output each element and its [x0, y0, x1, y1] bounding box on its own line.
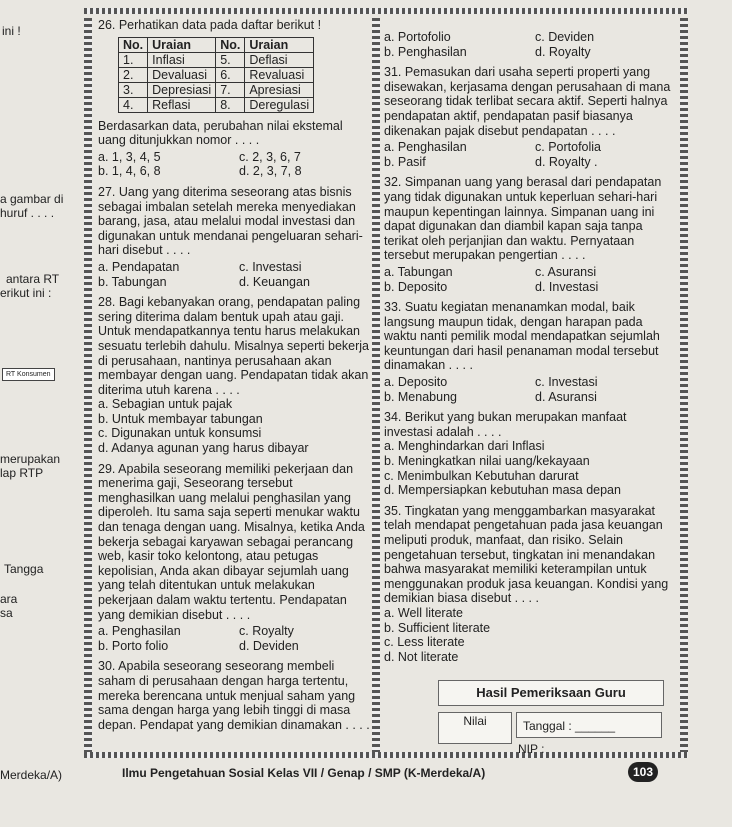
question-text: 35. Tingkatan yang menggambarkan masyarakat telah mendapat pengetahuan pada jasa keuangan meliputi produk, manfaat, dan risiko. Selain pengetahuan tersebut, tingkatan ini menandakan bahwa masyarakat memiliki keterampilan untuk menggunakan produk jasa keuangan. Kondisi yang demikian biasa disebut . . . . [384, 503, 669, 606]
middle-column [98, 18, 370, 738]
table-cell: Reflasi [148, 97, 216, 112]
table-cell: 1. [119, 52, 148, 67]
answer-option[interactable]: d. Royalty [535, 44, 591, 59]
answer-option[interactable]: d. Deviden [239, 638, 299, 653]
table-header: Uraian [245, 37, 314, 52]
answer-option[interactable]: a. Sebagian untuk pajak [98, 397, 233, 412]
answer-option[interactable]: c. Asuransi [535, 264, 597, 279]
table-header: Uraian [148, 37, 216, 52]
question-text: 34. Berikut yang bukan merupakan manfaat investasi adalah . . . . [384, 410, 627, 439]
table-cell: Inflasi [148, 52, 216, 67]
answer-option[interactable]: d. Asuransi [535, 389, 597, 404]
table-cell: 3. [119, 82, 148, 97]
answer-option[interactable]: d. Mempersiapkan kebutuhan masa depan [384, 483, 621, 498]
answer-option[interactable]: a. Well literate [384, 605, 463, 620]
answer-option[interactable]: a. Portofolio [384, 30, 451, 44]
answer-option[interactable]: a. Penghasilan [98, 624, 181, 639]
question-28 [98, 295, 370, 456]
question-30 [98, 659, 370, 732]
answer-option[interactable]: a. Tabungan [384, 264, 453, 279]
question-text: 28. Bagi kebanyakan orang, pendapatan paling sering diterima dalam bentuk upah atau gaji. Untuk mendapatkannya tentu harus melakukan sesuatu terlebih dahulu. Misalnya seperti bekerja di perusahaan, nantinya perusahaan akan membayar dengan uang. Pendapatan tidak akan diterima utuh karena . . . . [98, 295, 369, 397]
answer-option[interactable]: d. Keuangan [239, 274, 310, 289]
left-fragment: antara RT [6, 272, 60, 286]
question-29 [98, 462, 370, 654]
answer-option[interactable]: c. 2, 3, 6, 7 [239, 149, 301, 164]
table-cell: Deregulasi [245, 97, 314, 112]
left-fragment: lap RTP [0, 466, 44, 480]
binding-strip-right [680, 18, 688, 758]
answer-option[interactable]: d. Royalty . [535, 154, 598, 169]
left-fragment: Merdeka/A) [0, 768, 63, 782]
question-text: 31. Pemasukan dari usaha seperti properti yang disewakan, kerjasama dengan perusahaan di mana seseorang tidak terlibat secara aktif. Seperti halnya pendapatan aktif, pendapatan pasif biasanya dikenakan pajak disebut pendapatan . . . . [384, 65, 671, 138]
table-cell: 4. [119, 97, 148, 112]
answer-option[interactable]: b. Untuk membayar tabungan [98, 411, 263, 426]
table-cell: Apresiasi [245, 82, 314, 97]
answer-option[interactable]: a. Penghasilan [384, 140, 467, 155]
left-fragment: Tangga [4, 562, 44, 576]
date-label: Tanggal : ______ [523, 719, 616, 733]
question-27 [98, 185, 370, 289]
question-30-options [384, 30, 676, 59]
question-text: 32. Simpanan uang yang berasal dari pendapatan yang tidak digunakan untuk keperluan sehari-hari maupun kepentingan lainnya. Simpanan uang ini dapat digunakan dan diambil kapan saja tanpa terikat oleh perjanjian dan waktu. Pernyataan tersebut merupakan pengertian . . . . [384, 175, 662, 263]
table-cell: Depresiasi [148, 82, 216, 97]
answer-option[interactable]: a. 1, 3, 4, 5 [98, 149, 161, 164]
table-cell: 2. [119, 67, 148, 82]
left-fragment: a gambar di [0, 192, 64, 206]
answer-option[interactable]: d. Not literate [384, 649, 459, 664]
table-cell: 8. [216, 97, 245, 112]
answer-option[interactable]: b. Tabungan [98, 274, 167, 289]
answer-option[interactable]: c. Investasi [535, 375, 598, 390]
question-34 [384, 410, 676, 498]
answer-option[interactable]: c. Digunakan untuk konsumsi [98, 426, 262, 441]
table-row [119, 67, 314, 82]
question-text: 29. Apabila seseorang memiliki pekerjaan dan menerima gaji, Seseorang tersebut menghasilkan uang melalui penghasilan yang diperoleh. Itu sama saja seperti menukar waktu dan tenaga dengan uang. Misalnya, ketika Anda bekerja sebagai karyawan sebagai perancang web, kasir toko kelontong, atau petugas kepolisian, Anda akan dibayar sejumlah uang yang telah ditentukan untuk melakukan pekerjaan dalam waktu tertentu. Pendapatan yang demikian disebut . . . . [98, 461, 365, 622]
question-26 [98, 18, 370, 179]
table-cell: Devaluasi [148, 67, 216, 82]
answer-option[interactable]: b. 1, 4, 6, 8 [98, 164, 161, 179]
binding-strip-top [84, 8, 688, 14]
score-label: Nilai [463, 714, 487, 728]
left-fragment: erikut ini : [0, 286, 52, 300]
answer-option[interactable]: d. 2, 3, 7, 8 [239, 164, 302, 179]
answer-option[interactable]: c. Investasi [239, 259, 302, 274]
binding-strip-middle [372, 18, 380, 758]
question-text: 27. Uang yang diterima seseorang atas bisnis sebagai imbalan setelah mereka menyediakan barang, jasa, atau melalui modal investasi dan digunakan untuk mendanai pengeluaran sehari-hari disebut . . . . [98, 184, 363, 258]
score-box[interactable] [438, 712, 512, 744]
left-fragment: ini ! [2, 24, 21, 38]
question-text: Berdasarkan data, perubahan nilai ekstemal uang ditunjukkan nomor . . . . [98, 118, 343, 148]
left-fragment: sa [0, 606, 13, 620]
table-row [119, 97, 314, 112]
question-33 [384, 300, 676, 404]
footer-text: Ilmu Pengetahuan Sosial Kelas VII / Genap / SMP (K-Merdeka/A) [122, 766, 486, 780]
table-cell: Revaluasi [245, 67, 314, 82]
question-31 [384, 65, 676, 169]
answer-option[interactable]: b. Meningkatkan nilai uang/kekayaan [384, 454, 590, 469]
table-header: No. [119, 37, 148, 52]
binding-strip-left [84, 18, 92, 758]
binding-strip-bottom [84, 752, 688, 758]
circular-flow-diagram-fragment [2, 368, 55, 381]
table-cell: Deflasi [245, 52, 314, 67]
table-row [119, 82, 314, 97]
table-cell: 5. [216, 52, 245, 67]
question-32 [384, 175, 676, 294]
answer-option[interactable]: a. Deposito [384, 375, 448, 390]
answer-option[interactable]: b. Sufficient literate [384, 620, 491, 635]
answer-option[interactable]: b. Penghasilan [384, 44, 467, 59]
date-field[interactable] [516, 712, 662, 738]
answer-option[interactable]: b. Deposito [384, 279, 448, 294]
nip-label: NIP : [518, 742, 545, 756]
table-cell: 7. [216, 82, 245, 97]
answer-option[interactable]: d. Investasi [535, 279, 599, 294]
data-table [118, 37, 314, 113]
left-fragment: huruf . . . . [0, 206, 55, 220]
answer-option[interactable]: c. Royalty [239, 624, 294, 639]
question-text: 26. Perhatikan data pada daftar berikut ! [98, 18, 322, 32]
table-header: No. [216, 37, 245, 52]
left-fragment: ara [0, 592, 18, 606]
table-cell: 6. [216, 67, 245, 82]
answer-option[interactable]: b. Pasif [384, 154, 426, 169]
result-title: Hasil Pemeriksaan Guru [438, 680, 664, 706]
answer-option[interactable]: d. Adanya agunan yang harus dibayar [98, 441, 309, 456]
question-35 [384, 504, 676, 665]
answer-option[interactable]: c. Less literate [384, 635, 465, 650]
diagram-label: RT Konsumen [6, 371, 51, 378]
answer-option[interactable]: c. Menimbulkan Kebutuhan darurat [384, 468, 579, 483]
answer-option[interactable]: b. Porto folio [98, 638, 169, 653]
answer-option[interactable]: b. Menabung [384, 389, 457, 404]
table-row [119, 52, 314, 67]
answer-option[interactable]: c. Deviden [535, 30, 595, 44]
answer-option[interactable]: a. Menghindarkan dari Inflasi [384, 439, 545, 454]
question-text: 30. Apabila seseorang seseorang membeli saham di perusahaan dengan harga tertentu, mereka berencana untuk menjual saham yang sama dengan harga yang lebih tinggi di masa depan. Pendapat yang demikian dinamakan . . . . [98, 659, 370, 732]
right-column [384, 28, 676, 670]
answer-option[interactable]: c. Portofolia [535, 140, 602, 155]
page-number: 103 [628, 762, 658, 782]
answer-option[interactable]: a. Pendapatan [98, 259, 180, 274]
question-text: 33. Suatu kegiatan menanamkan modal, baik langsung maupun tidak, dengan harapan pada waktu nanti pemilik modal mendapatkan sejumlah keuntungan dari hasil penanaman modal tersebut dinamakan . . . . [384, 300, 660, 373]
left-fragment: merupakan [0, 452, 61, 466]
